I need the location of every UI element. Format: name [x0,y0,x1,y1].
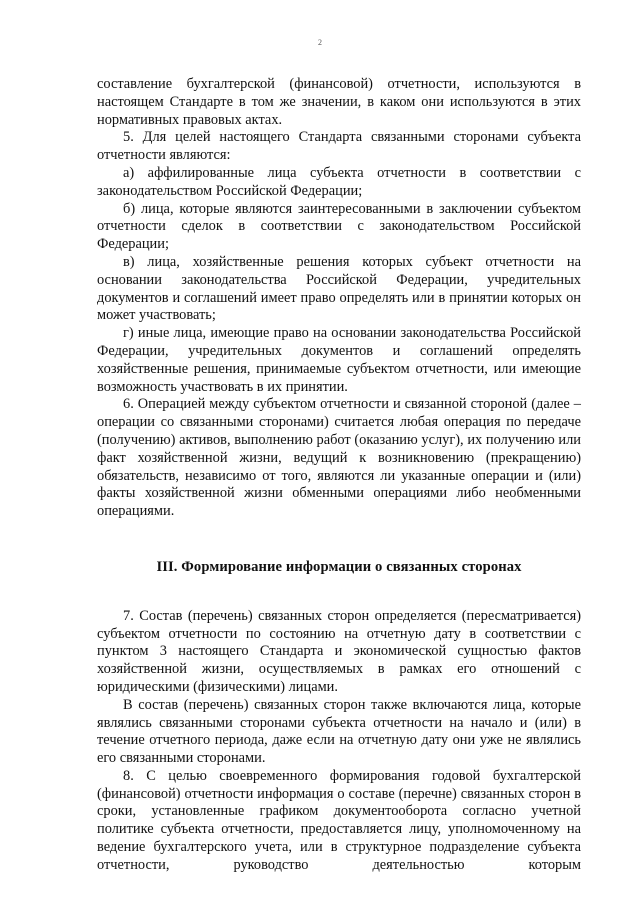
document-body [97,76,581,875]
paragraph-item-5: 5. Для целей настоящего Стандарта связанными сторонами субъекта отчетности являются: [97,129,581,164]
paragraph-item-6: 6. Операцией между субъектом отчетности и связанной стороной (далее – операции со связанными сторонами) считается любая операция по передаче (получению) активов, выполнению работ (оказанию услуг), их получению или факт хозяйственной жизни, ведущий к возникновению (прекращению) обязательств, независимо от того, являются ли указанные операции и (или) факты хозяйственной жизни обменными операциями либо необменными операциями. [97,396,581,520]
paragraph-item-5a: а) аффилированные лица субъекта отчетности в соответствии с законодательством Российской Федерации; [97,164,581,199]
paragraph-item-8: 8. С целью своевременного формирования годовой бухгалтерской (финансовой) отчетности информация о составе (перечне) связанных сторон в сроки, установленные графиком документооборота согласно учетной политике субъекта отчетности, предоставляется лицу, уполномоченному на ведение бухгалтерского учета, или в структурное подразделение субъекта отчетности, руководство деятельностью которым [97,767,581,873]
paragraph-item-5b: б) лица, которые являются заинтересованными в заключении субъектом отчетности сделок в соответствии с законодательством Российской Федерации; [97,200,581,253]
paragraph-item-7: 7. Состав (перечень) связанных сторон определяется (пересматривается) субъектом отчетности по состоянию на отчетную дату в соответствии с пунктом 3 настоящего Стандарта и экономической сущностью фактов хозяйственной жизни, осуществляемых в рамках его отношений с юридическими (физическими) лицами. [97,607,581,695]
section-heading: III. Формирование информации о связанных сторонах [156,558,522,575]
paragraph-continuation: составление бухгалтерской (финансовой) отчетности, используются в настоящем Стандарте в том же значении, в каком они используются в этих нормативных правовых актах. [97,76,581,128]
paragraph-item-5g: г) иные лица, имеющие право на основании законодательства Российской Федерации, учредительных документов и соглашений определять хозяйственные решения, принимаемые субъектом отчетности, или имеющие возможность участвовать в их принятии. [97,325,581,395]
page-number: 2 [318,38,322,47]
paragraph-item-7-continued: В состав (перечень) связанных сторон также включаются лица, которые являлись связанными сторонами субъекта отчетности на начало и (или) в течение отчетного периода, даже если на отчетную дату они уже не являлись его связанными сторонами. [97,696,581,767]
paragraph-item-5v: в) лица, хозяйственные решения которых субъект отчетности на основании законодательства Российской Федерации, учредительных документов и соглашений имеет право определять или в принятии которых он может участвовать; [97,253,581,324]
